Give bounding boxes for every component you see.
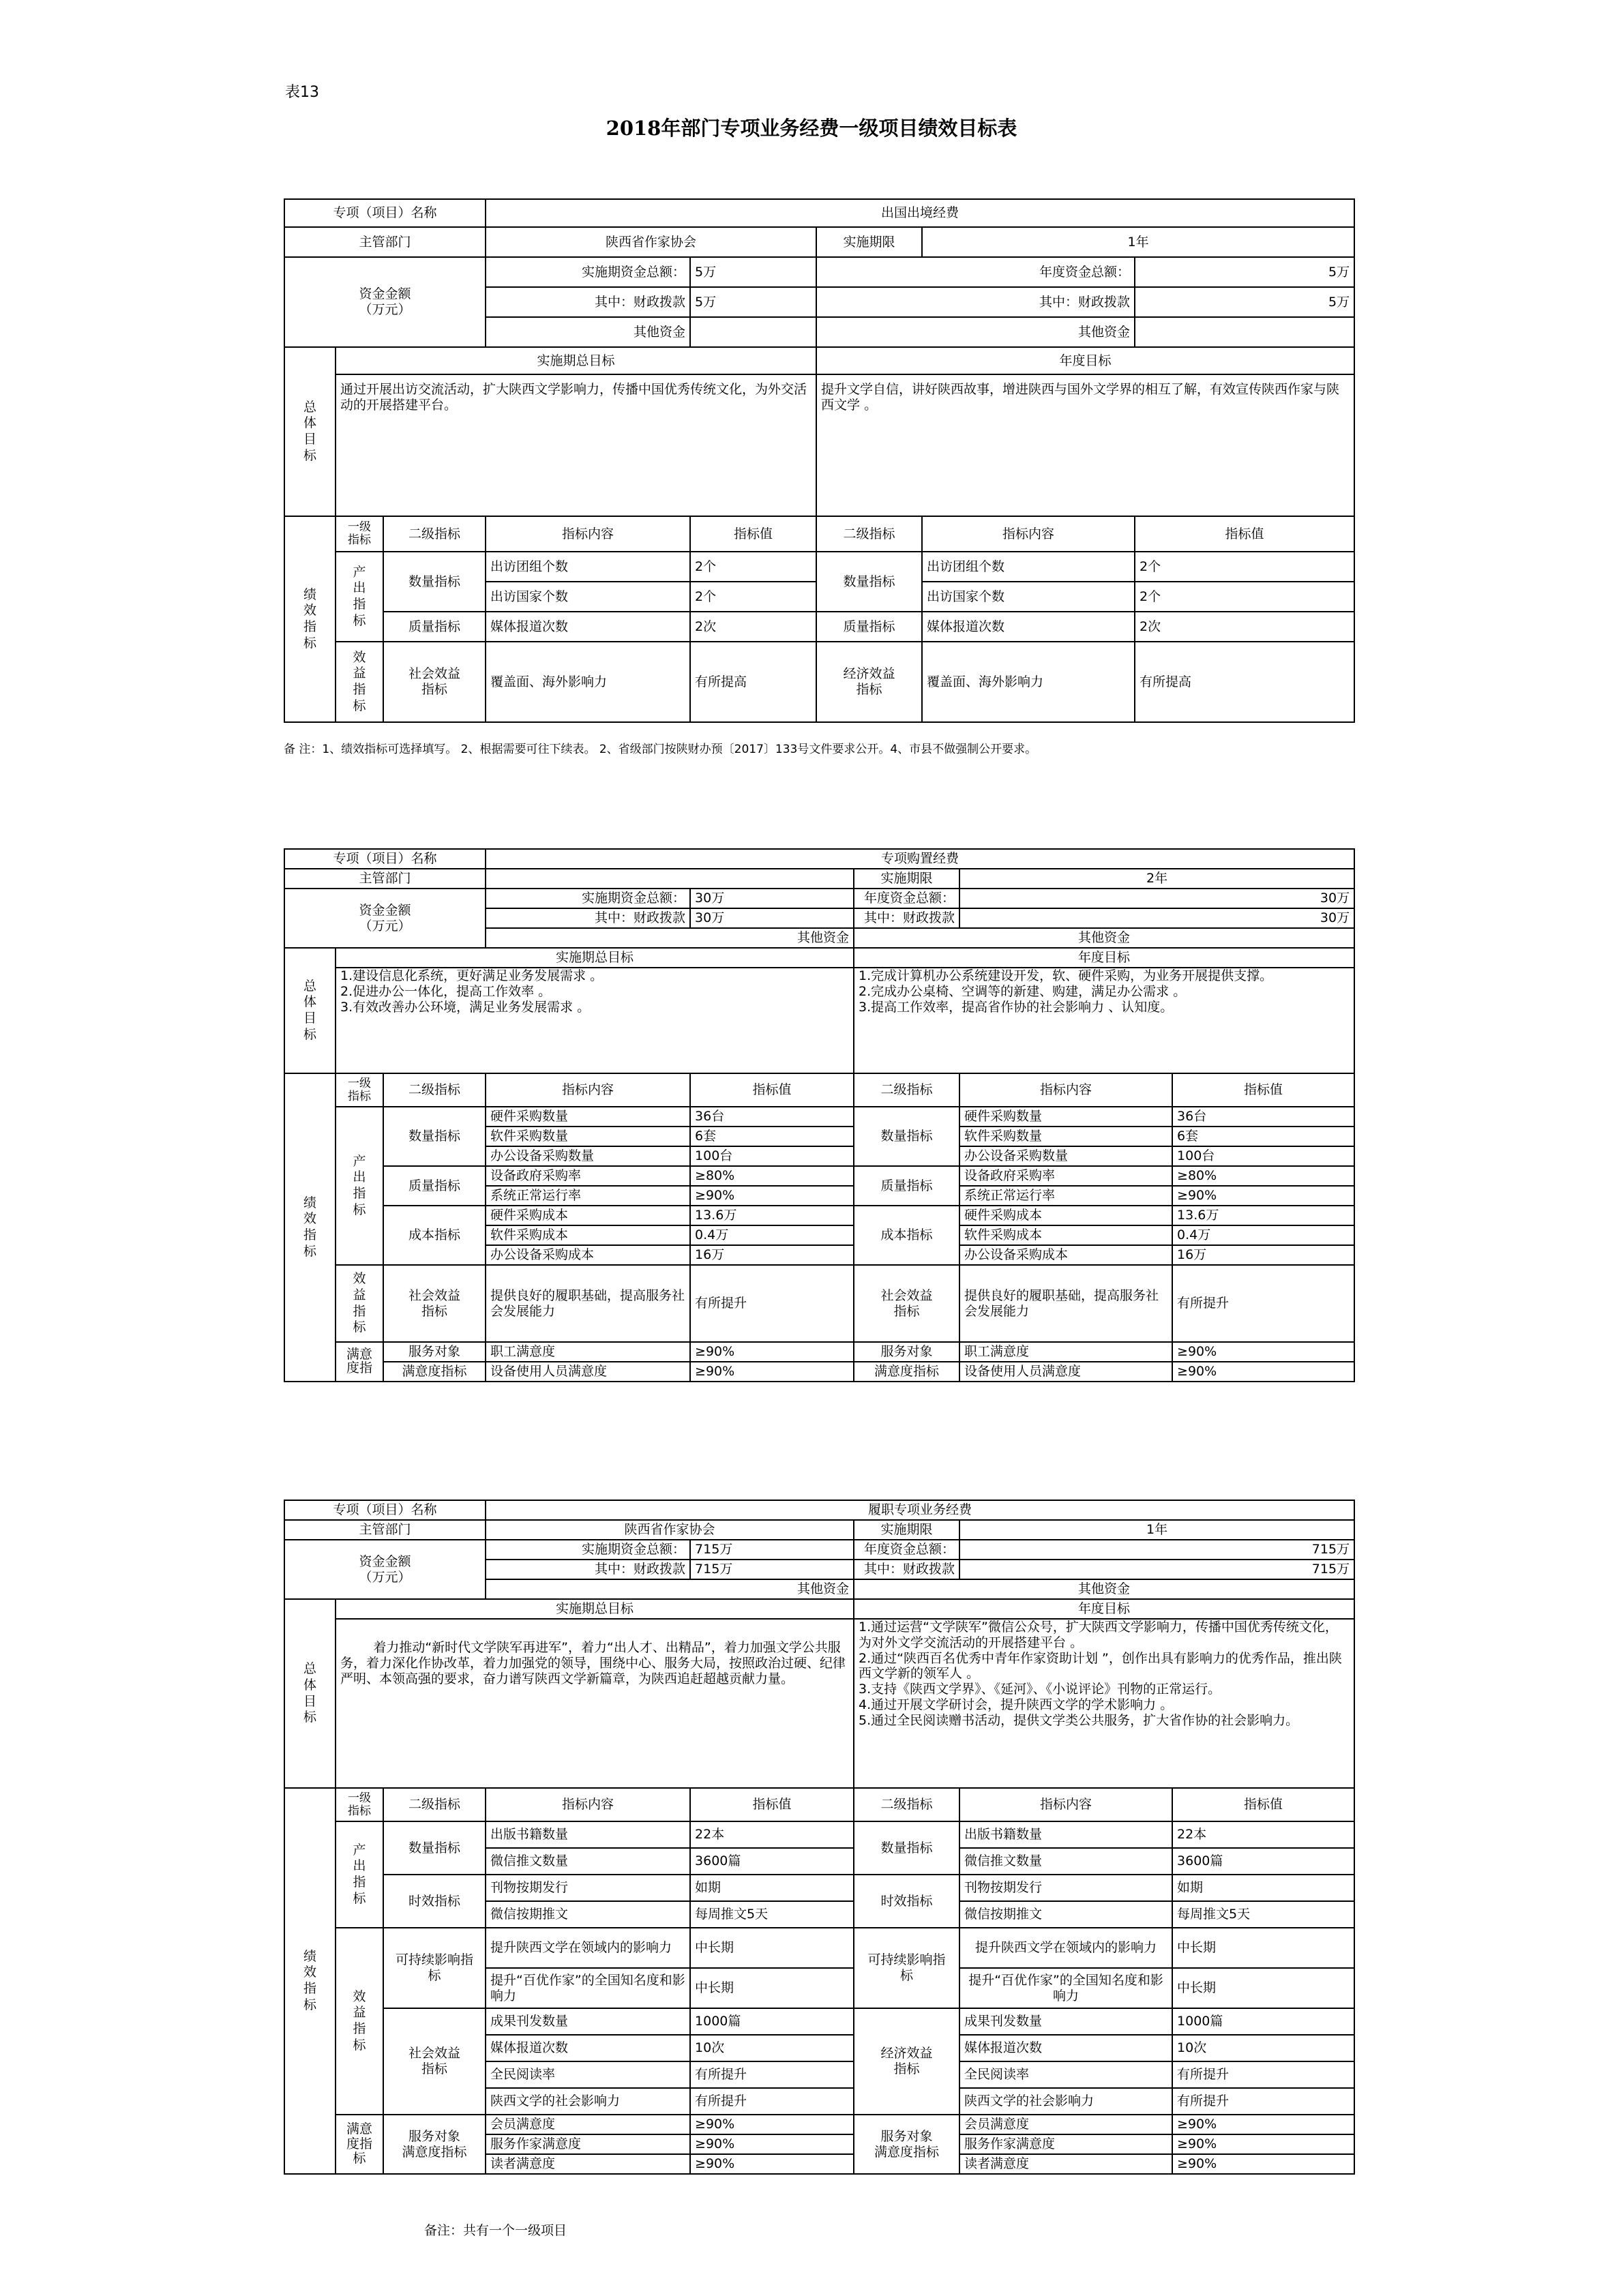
social-benefit-indicator: 社会效益 指标 [383,642,486,722]
document-title: 2018年部门专项业务经费一级项目绩效目标表 [606,117,1017,140]
fiscal-label: 其中：财政拨款 [486,908,690,928]
indicator-content-right: 办公设备采购成本 [959,1245,1172,1265]
quality-indicator: 质量指标 [383,612,486,642]
sustain-indicator: 可持续影响指 标 [383,1928,486,2008]
year-funds-label: 年度资金总额： [854,889,959,908]
year-target-text: 1.通过运营“文学陕军”微信公众号，扩大陕西文学影响力，传播中国优秀传统文化，为对外文学交流活动的开展搭建平台 。 2.通过“陕西百名优秀中青年作家资助计划 ”，创作出具有影响力的优秀作品，推出陕西文学新的领军人 。 3.支持《陕西文学界》、《延河》、《小说评论》刊物的正常运行。 4.通过开展文学研讨会，提升陕西文学的学术影响力 。 5.通过全民阅读赠书活动，提供文学类公共服务，扩大省作协的社会影响力。 [854,1619,1354,1788]
quantity-indicator-right: 数量指标 [816,552,922,612]
total-target-text: 通过开展出访交流活动，扩大陕西文学影响力，传播中国优秀传统文化，为外交活动的开展搭建平台。 [336,374,816,516]
indicator-content: 成果刊发数量 [486,2008,690,2035]
total-target-header: 实施期总目标 [336,347,816,374]
content-header-right: 指标内容 [922,516,1135,552]
indicator-value-right: 有所提高 [1135,642,1354,722]
period-value: 1年 [922,227,1354,257]
indicator-value: 6套 [690,1127,854,1146]
project-name: 出国出境经费 [486,199,1354,227]
other-funds-value [690,317,816,347]
indicator-value: ≥80% [690,1166,854,1186]
indicator-value: 0.4万 [690,1225,854,1245]
service-satisfaction-indicator: 服务对象 满意度指标 [383,2115,486,2174]
indicator-content-right: 硬件采购数量 [959,1107,1172,1127]
indicator-value: 有所提升 [690,2061,854,2088]
project-name-label: 专项（项目）名称 [284,1500,486,1520]
year-funds-value: 715万 [959,1540,1354,1560]
indicator-value-right: 22本 [1172,1821,1354,1848]
fiscal-label: 其中：财政拨款 [486,1560,690,1579]
total-funds-value: 715万 [690,1540,854,1560]
quantity-indicator-right: 数量指标 [854,1107,959,1166]
content-header: 指标内容 [486,516,690,552]
quantity-indicator-right: 数量指标 [854,1821,959,1875]
indicator-value-right: 6套 [1172,1127,1354,1146]
econ-benefit-indicator-right: 经济效益 指标 [816,642,922,722]
indicator-content: 出访团组个数 [486,552,690,582]
indicator-content: 刊物按期发行 [486,1875,690,1901]
funds-label: 资金金额 （万元） [284,257,486,347]
indicator-content: 办公设备采购数量 [486,1146,690,1166]
output-indicator-label: 产 出 指 标 [336,1821,383,1928]
year-target-header: 年度目标 [816,347,1354,374]
indicator-content: 办公设备采购成本 [486,1245,690,1265]
value-header-right: 指标值 [1172,1073,1354,1107]
indicator-content-right: 刊物按期发行 [959,1875,1172,1901]
value-header: 指标值 [690,1788,854,1821]
lvl2-header-right: 二级指标 [854,1788,959,1821]
period-label: 实施期限 [854,1520,959,1540]
service-satisfaction-indicator-right: 服务对象 [854,1342,959,1362]
indicator-value-right: ≥90% [1172,1362,1354,1382]
content-header-right: 指标内容 [959,1788,1172,1821]
indicator-value: 3600篇 [690,1848,854,1875]
indicator-content: 提供良好的履职基础，提高服务社会发展能力 [486,1265,690,1342]
indicator-value-right: ≥90% [1172,2115,1354,2134]
period-value: 2年 [959,869,1354,889]
other-funds-year-label: 其他资金 [816,317,1135,347]
fiscal-total-value: 30万 [690,908,854,928]
social-benefit-indicator: 社会效益 指标 [383,1265,486,1342]
indicator-content-right: 办公设备采购数量 [959,1146,1172,1166]
indicator-value-right: 2个 [1135,582,1354,612]
year-target-text: 提升文学自信，讲好陕西故事，增进陕西与国外文学界的相互了解，有效宣传陕西作家与陕西文学 。 [816,374,1354,516]
benefit-indicator-label: 效 益 指 标 [336,642,383,722]
indicator-content-right: 系统正常运行率 [959,1186,1172,1206]
indicator-content: 硬件采购成本 [486,1206,690,1225]
benefit-indicator-label: 效 益 指 标 [336,1928,383,2115]
indicator-content-right: 服务作家满意度 [959,2134,1172,2154]
indicator-value-right: ≥80% [1172,1166,1354,1186]
lvl2-header-right: 二级指标 [854,1073,959,1107]
project-name-label: 专项（项目）名称 [284,849,486,869]
indicator-value-right: 10次 [1172,2035,1354,2061]
other-funds-year-value [1135,317,1354,347]
service-satisfaction-indicator-right: 服务对象 满意度指标 [854,2115,959,2174]
indicator-value: 有所提升 [690,1265,854,1342]
indicator-value: 100台 [690,1146,854,1166]
indicator-content-right: 成果刊发数量 [959,2008,1172,2035]
total-funds-value: 30万 [690,889,854,908]
indicator-content-right: 硬件采购成本 [959,1206,1172,1225]
total-target-header: 实施期总目标 [336,948,854,968]
total-funds-value: 5万 [690,257,816,287]
fiscal-year-label: 其中：财政拨款 [854,1560,959,1579]
indicator-content-right: 微信按期推文 [959,1901,1172,1928]
indicator-value: 2次 [690,612,816,642]
indicator-value-right: 0.4万 [1172,1225,1354,1245]
indicator-content: 读者满意度 [486,2154,690,2174]
fiscal-total-value: 5万 [690,287,816,317]
quality-indicator-right: 质量指标 [854,1166,959,1206]
indicator-value-right: 中长期 [1172,1928,1354,1968]
indicator-value-right: 16万 [1172,1245,1354,1265]
indicator-content: 覆盖面、海外影响力 [486,642,690,722]
lvl2-header-right: 二级指标 [816,516,922,552]
indicator-value: 中长期 [690,1968,854,2008]
indicator-value: 如期 [690,1875,854,1901]
indicator-content: 职工满意度 [486,1342,690,1362]
quantity-indicator: 数量指标 [383,1821,486,1875]
content-header: 指标内容 [486,1073,690,1107]
overall-target-label: 总 体 目 标 [284,948,336,1073]
indicator-value: 2个 [690,582,816,612]
indicator-content: 提升陕西文学在领域内的影响力 [486,1928,690,1968]
indicator-content: 提升“百优作家”的全国知名度和影响力 [486,1968,690,2008]
fiscal-year-value: 715万 [959,1560,1354,1579]
indicator-content: 陕西文学的社会影响力 [486,2088,690,2115]
perf-indicator-label: 绩 效 指 标 [284,1073,336,1382]
indicator-value-right: 100台 [1172,1146,1354,1166]
indicator-value: 有所提升 [690,2088,854,2115]
indicator-content-right: 媒体报道次数 [922,612,1135,642]
indicator-value-right: 如期 [1172,1875,1354,1901]
indicator-content: 服务作家满意度 [486,2134,690,2154]
indicator-content: 会员满意度 [486,2115,690,2134]
overall-target-label: 总 体 目 标 [284,1599,336,1788]
indicator-value: ≥90% [690,2115,854,2134]
indicator-value: 13.6万 [690,1206,854,1225]
lvl2-header: 二级指标 [383,1073,486,1107]
service-satisfaction-indicator-right-2: 满意度指标 [854,1362,959,1382]
indicator-value-right: ≥90% [1172,1342,1354,1362]
output-indicator-label: 产 出 指 标 [336,552,383,642]
indicator-content-right: 媒体报道次数 [959,2035,1172,2061]
value-header: 指标值 [690,516,816,552]
indicator-content: 硬件采购数量 [486,1107,690,1127]
time-indicator-right: 时效指标 [854,1875,959,1928]
indicator-content-right: 覆盖面、海外影响力 [922,642,1135,722]
cost-indicator-right: 成本指标 [854,1206,959,1265]
total-funds-label: 实施期资金总额： [486,889,690,908]
fiscal-year-value: 5万 [1135,287,1354,317]
time-indicator: 时效指标 [383,1875,486,1928]
indicator-content-right: 提升“百优作家”的全国知名度和影响力 [959,1968,1172,2008]
lvl1-header: 一级 指标 [336,1788,383,1821]
indicator-content: 媒体报道次数 [486,2035,690,2061]
quantity-indicator: 数量指标 [383,552,486,612]
quality-indicator: 质量指标 [383,1166,486,1206]
total-target-text: 1.建设信息化系统，更好满足业务发展需求 。 2.促进办公一体化，提高工作效率 。 3.有效改善办公环境，满足业务发展需求 。 [336,968,854,1073]
dept-label: 主管部门 [284,227,486,257]
indicator-content: 微信按期推文 [486,1901,690,1928]
funds-label: 资金金额 （万元） [284,1540,486,1599]
fiscal-year-value: 30万 [959,908,1354,928]
indicator-content-right: 职工满意度 [959,1342,1172,1362]
year-funds-value: 5万 [1135,257,1354,287]
content-header: 指标内容 [486,1788,690,1821]
indicator-content-right: 出版书籍数量 [959,1821,1172,1848]
indicator-content: 设备政府采购率 [486,1166,690,1186]
indicator-value: 36台 [690,1107,854,1127]
indicator-content: 微信推文数量 [486,1848,690,1875]
indicator-value: 22本 [690,1821,854,1848]
funds-label: 资金金额 （万元） [284,889,486,948]
value-header-right: 指标值 [1172,1788,1354,1821]
dept-value: 陕西省作家协会 [486,1520,854,1540]
indicator-value: ≥90% [690,1342,854,1362]
indicator-content: 软件采购成本 [486,1225,690,1245]
service-satisfaction-indicator-2: 满意度指标 [383,1362,486,1382]
project-name: 履职专项业务经费 [486,1500,1354,1520]
indicator-value-right: 3600篇 [1172,1848,1354,1875]
indicator-content-right: 会员满意度 [959,2115,1172,2134]
dept-label: 主管部门 [284,869,486,889]
year-funds-label: 年度资金总额： [854,1540,959,1560]
table-duty-funds [284,1500,1355,2175]
indicator-value: 有所提高 [690,642,816,722]
indicator-value-right: 有所提升 [1172,2088,1354,2115]
satisfaction-indicator-label: 满意 度指 [336,1342,383,1382]
year-target-header: 年度目标 [854,948,1354,968]
value-header: 指标值 [690,1073,854,1107]
lvl2-header: 二级指标 [383,1788,486,1821]
sustain-indicator-right: 可持续影响指 标 [854,1928,959,2008]
benefit-indicator-label: 效 益 指 标 [336,1265,383,1342]
perf-indicator-label: 绩 效 指 标 [284,516,336,722]
econ-benefit-indicator-right: 经济效益 指标 [854,2008,959,2115]
year-target-header: 年度目标 [854,1599,1354,1619]
indicator-value-right: 有所提升 [1172,1265,1354,1342]
content-header-right: 指标内容 [959,1073,1172,1107]
indicator-value-right: ≥90% [1172,2154,1354,2174]
other-funds-year-label: 其他资金 [854,1579,1354,1599]
other-funds-label: 其他资金 [486,317,690,347]
indicator-value-right: 有所提升 [1172,2061,1354,2088]
indicator-content: 全民阅读率 [486,2061,690,2088]
other-funds-year-label: 其他资金 [854,928,1354,948]
social-benefit-indicator: 社会效益 指标 [383,2008,486,2115]
indicator-content-right: 全民阅读率 [959,2061,1172,2088]
indicator-content: 媒体报道次数 [486,612,690,642]
year-funds-label: 年度资金总额： [816,257,1135,287]
table-purchase-funds [284,848,1355,1382]
table1-note: 备 注：1、绩效指标可选择填写。 2、根据需要可往下续表。 2、省级部门按陕财办预〔2017〕133号文件要求公开。4、市县不做强制公开要求。 [284,743,1037,756]
value-header-right: 指标值 [1135,516,1354,552]
indicator-value: ≥90% [690,1186,854,1206]
indicator-content: 设备使用人员满意度 [486,1362,690,1382]
fiscal-total-value: 715万 [690,1560,854,1579]
indicator-value: 1000篇 [690,2008,854,2035]
indicator-content: 出版书籍数量 [486,1821,690,1848]
table3-note: 备注：共有一个一级项目 [424,2223,567,2238]
total-target-text: 着力推动“新时代文学陕军再进军”，着力“出人才、出精品”，着力加强文学公共服务，着力深化作协改革，着力加强党的领导，围绕中心、服务大局，按照政治过硬、纪律严明、本领高强的要求，奋力谱写陕西文学新篇章，为陕西追赶超越贡献力量。 [336,1619,854,1788]
indicator-content-right: 软件采购数量 [959,1127,1172,1146]
lvl1-header: 一级 指标 [336,516,383,552]
indicator-value-right: 13.6万 [1172,1206,1354,1225]
indicator-value-right: 1000篇 [1172,2008,1354,2035]
project-name: 专项购置经费 [486,849,1354,869]
indicator-value-right: 2个 [1135,552,1354,582]
indicator-value-right: ≥90% [1172,1186,1354,1206]
project-name-label: 专项（项目）名称 [284,199,486,227]
dept-value: 陕西省作家协会 [486,227,816,257]
indicator-value: 10次 [690,2035,854,2061]
indicator-content-right: 陕西文学的社会影响力 [959,2088,1172,2115]
fiscal-year-label: 其中：财政拨款 [816,287,1135,317]
period-label: 实施期限 [854,869,959,889]
satisfaction-indicator-label: 满意 度指 标 [336,2115,383,2174]
indicator-content: 软件采购数量 [486,1127,690,1146]
indicator-value-right: 36台 [1172,1107,1354,1127]
dept-value [486,869,854,889]
period-value: 1年 [959,1520,1354,1540]
indicator-content-right: 提供良好的履职基础，提高服务社会发展能力 [959,1265,1172,1342]
indicator-value: 2个 [690,552,816,582]
table-travel-funds [284,198,1355,723]
indicator-value: ≥90% [690,2154,854,2174]
other-funds-label: 其他资金 [486,1579,854,1599]
other-funds-label: 其他资金 [486,928,854,948]
indicator-value: ≥90% [690,1362,854,1382]
indicator-content-right: 读者满意度 [959,2154,1172,2174]
lvl2-header: 二级指标 [383,516,486,552]
indicator-value: ≥90% [690,2134,854,2154]
indicator-value-right: 每周推文5天 [1172,1901,1354,1928]
indicator-content: 出访国家个数 [486,582,690,612]
service-satisfaction-indicator: 服务对象 [383,1342,486,1362]
cost-indicator: 成本指标 [383,1206,486,1265]
total-funds-label: 实施期资金总额： [486,257,690,287]
quantity-indicator: 数量指标 [383,1107,486,1166]
fiscal-year-label: 其中：财政拨款 [854,908,959,928]
indicator-value-right: 2次 [1135,612,1354,642]
indicator-content-right: 提升陕西文学在领域内的影响力 [959,1928,1172,1968]
total-funds-label: 实施期资金总额： [486,1540,690,1560]
indicator-content-right: 微信推文数量 [959,1848,1172,1875]
social-benefit-indicator-right: 社会效益 指标 [854,1265,959,1342]
indicator-content-right: 设备政府采购率 [959,1166,1172,1186]
output-indicator-label: 产 出 指 标 [336,1107,383,1265]
perf-indicator-label: 绩 效 指 标 [284,1788,336,2174]
lvl1-header: 一级 指标 [336,1073,383,1107]
indicator-content-right: 出访团组个数 [922,552,1135,582]
indicator-value: 每周推文5天 [690,1901,854,1928]
indicator-value-right: ≥90% [1172,2134,1354,2154]
year-funds-value: 30万 [959,889,1354,908]
indicator-content-right: 软件采购成本 [959,1225,1172,1245]
dept-label: 主管部门 [284,1520,486,1540]
year-target-text: 1.完成计算机办公系统建设开发，软、硬件采购，为业务开展提供支撑。 2.完成办公桌椅、空调等的新建、购建，满足办公需求 。 3.提高工作效率，提高省作协的社会影响力 、认知度。 [854,968,1354,1073]
table-number-label: 表13 [285,84,319,101]
indicator-content-right: 设备使用人员满意度 [959,1362,1172,1382]
period-label: 实施期限 [816,227,922,257]
indicator-content-right: 出访国家个数 [922,582,1135,612]
indicator-content: 系统正常运行率 [486,1186,690,1206]
quality-indicator-right: 质量指标 [816,612,922,642]
total-target-header: 实施期总目标 [336,1599,854,1619]
overall-target-label: 总 体 目 标 [284,347,336,516]
indicator-value: 16万 [690,1245,854,1265]
indicator-value-right: 中长期 [1172,1968,1354,2008]
indicator-value: 中长期 [690,1928,854,1968]
fiscal-label: 其中：财政拨款 [486,287,690,317]
